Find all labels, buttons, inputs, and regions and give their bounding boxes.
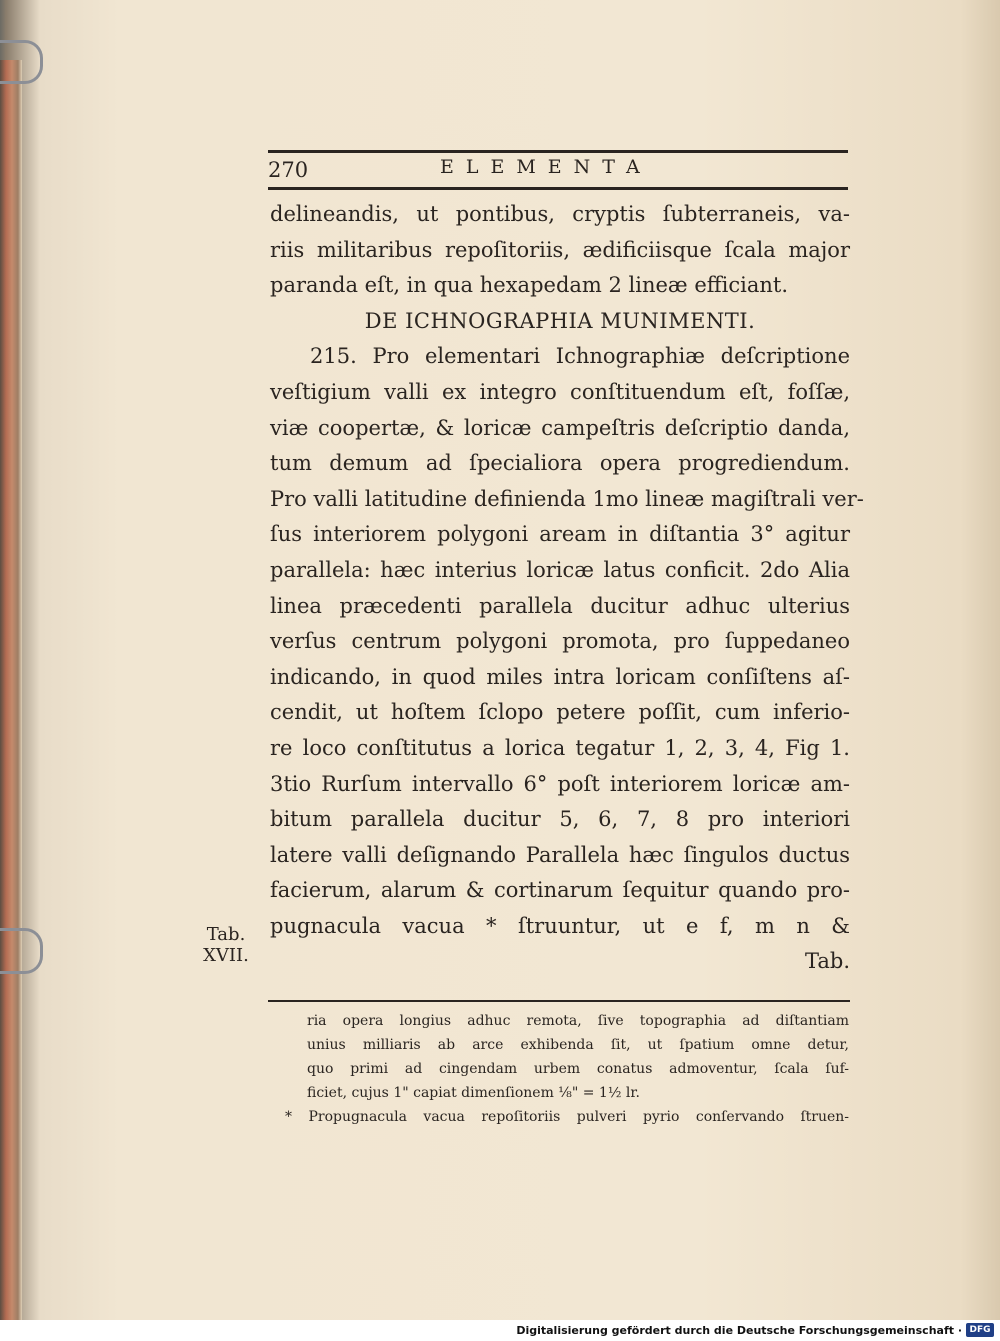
body-line: 215. Pro elementari Ichnographiæ deſcriptione [310,344,850,369]
body-line: verſus centrum polygoni promota, pro ſuppedaneo [270,629,850,654]
footnote-line: * Propugnacula vacua repoſitoriis pulveri pyrio conſervando ſtruen- [285,1109,849,1125]
body-line: cendit, ut hoſtem ſclopo petere poſſit, cum inferio- [270,700,850,725]
clip-icon [0,40,43,84]
body-line: viæ coopertæ, & loricæ campeſtris deſcriptio danda, [270,415,850,440]
clip-icon [0,928,43,974]
book-spine-edge [0,60,22,1320]
margin-note-line: XVII. [203,945,249,966]
margin-note-line: Tab. [206,924,246,945]
body-line: riis militaribus repoſitoriis, ædificiisque ſcala major [270,237,850,262]
body-line: facierum, alarum & cortinarum ſequitur quando pro- [270,878,850,903]
footnotes [285,1009,849,1129]
dfg-logo-icon: DFG [966,1323,994,1337]
footnote-line: quo primi ad cingendam urbem conatus admoventur, ſcala ſuf- [307,1061,849,1077]
body-line: 3tio Rurſum intervallo 6° poſt interiorem loricæ am- [270,771,850,796]
footnote-rule [268,1000,850,1002]
section-heading: DE ICHNOGRAPHIA MUNIMENTI. [364,308,756,333]
header-rule-top [268,150,848,153]
body-line: parallela: hæc interius loricæ latus conficit. 2do Alia [270,557,850,582]
page-number: 270 [268,158,309,182]
body-line: bitum parallela ducitur 5, 6, 7, 8 pro interiori [270,807,850,832]
body-line: veſtigium valli ex integro conſtituendum eſt, foſſæ, [270,379,850,404]
margin-note [196,924,256,966]
body-line: indicando, in quod miles intra loricam conſiſtens aſ- [270,664,850,689]
body-line: Pro valli latitudine definienda 1mo lineæ magiſtrali ver- [270,486,864,511]
footnote-line: ficiet, cujus 1" capiat dimenſionem ⅛" = 1½ lr. [307,1085,640,1101]
body-line: ſus interiorem polygoni aream in diſtantia 3° agitur [270,522,850,547]
digitization-credit: Digitalisierung gefördert durch die Deutsche Forschungsgemeinschaft · [516,1324,962,1337]
body-line: paranda eſt, in qua hexapedam 2 lineæ efficiant. [270,273,789,298]
footnote-line: ria opera longius adhuc remota, ſive topographia ad diſtantiam [307,1013,849,1029]
body-line: tum demum ad ſpecialiora opera progrediendum. [270,451,850,476]
running-title: ELEMENTA [440,156,652,178]
footnote-line: unius milliaris ab arce exhibenda ſit, ut ſpatium omne detur, [307,1037,849,1053]
body-line: latere valli deſignando Parallela hæc ſingulos ductus [270,842,850,867]
catchword: Tab. [804,949,850,974]
body-line: pugnacula vacua * ſtruuntur, ut e f, m n & [270,913,850,938]
body-line: re loco conſtitutus a lorica tegatur 1, 2, 3, 4, Fig 1. [270,735,850,760]
header-rule-bottom [268,187,848,190]
body-text [270,197,864,980]
body-line: delineandis, ut pontibus, cryptis ſubterraneis, va- [270,202,850,226]
body-line: linea præcedenti parallela ducitur adhuc ulterius [270,593,850,618]
